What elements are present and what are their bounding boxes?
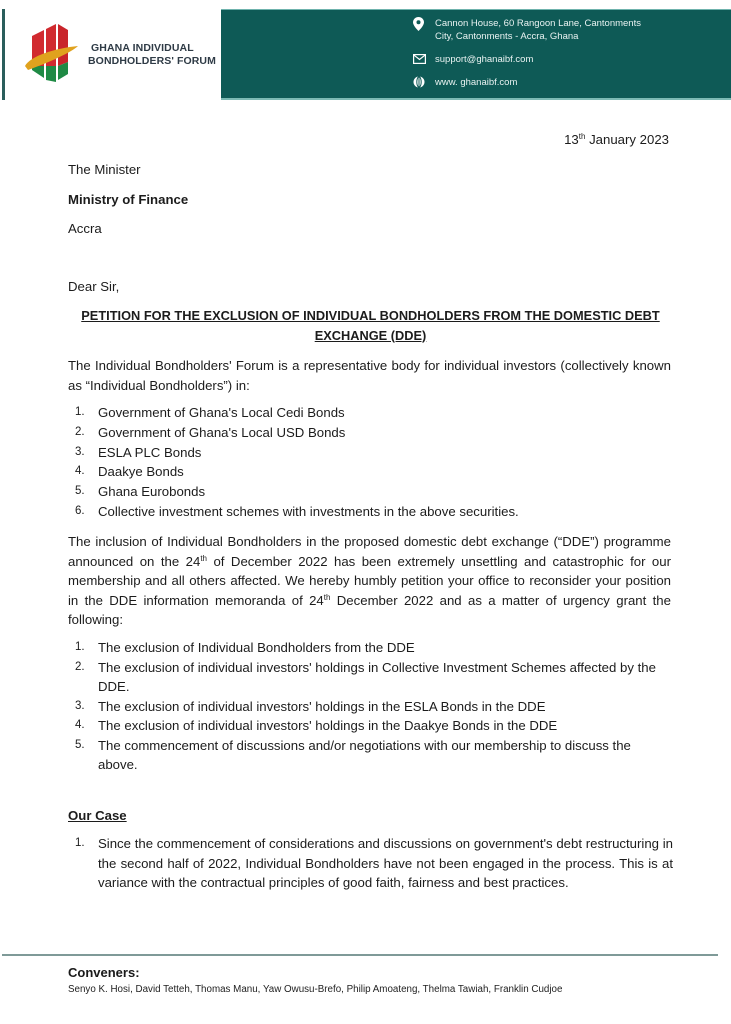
list-item-text: Ghana Eurobonds [98, 484, 206, 500]
list-item-text: The exclusion of Individual Bondholders from the DDE [98, 640, 415, 655]
org-name-line2: BONDHOLDERS' FORUM [88, 54, 216, 67]
globe-icon [413, 76, 425, 92]
list-item-text: ESLA PLC Bonds [98, 444, 202, 460]
para-text: The inclusion of Individual Bondholders in the proposed domestic debt exchange (“DDE”) programme announced on the 24 [68, 534, 671, 569]
list-item [68, 482, 668, 502]
org-name-line1: GHANA INDIVIDUAL [91, 42, 194, 54]
para-sup: th [323, 592, 331, 602]
list-item-text: The exclusion of individual investors' holdings in the ESLA Bonds in the DDE [98, 698, 546, 714]
list-item [68, 716, 673, 736]
date-month-year: January 2023 [585, 132, 669, 147]
website-link[interactable]: www. ghanaibf.com [435, 77, 518, 88]
footer-divider [2, 954, 718, 956]
recipient-ministry: Ministry of Finance [68, 192, 189, 207]
email-link[interactable]: support@ghanaibf.com [435, 54, 534, 65]
location-pin-icon [413, 17, 424, 35]
list-item [68, 638, 673, 658]
letter-date [564, 130, 669, 150]
case-points-list [68, 834, 673, 893]
recipient-title: The Minister [68, 162, 141, 177]
date-day: 13 [564, 132, 579, 147]
salutation: Dear Sir, [68, 279, 120, 294]
envelope-icon [413, 54, 426, 68]
address-line1: Cannon House, 60 Rangoon Lane, Cantonments [435, 18, 641, 29]
list-item-text: The commencement of discussions and/or negotiations with our membership to discuss the above. [98, 737, 631, 772]
our-case-heading: Our Case [68, 808, 127, 823]
list-number: 5. [75, 485, 85, 498]
list-number: 5. [75, 738, 85, 751]
list-item [68, 443, 668, 463]
list-number: 3. [75, 445, 85, 458]
list-item [68, 834, 673, 893]
para-text: December 2022 and as a matter of urgency grant the following: [68, 592, 671, 627]
petition-paragraph [68, 532, 671, 630]
org-logo [22, 22, 84, 82]
list-item [68, 423, 668, 443]
requests-list [68, 638, 673, 775]
org-name [88, 42, 216, 67]
list-item [68, 462, 668, 482]
address-line2: City, Cantonments - Accra, Ghana [435, 31, 579, 42]
list-number: 3. [75, 699, 85, 712]
list-item [68, 403, 668, 423]
list-item [68, 697, 673, 717]
list-item-text: Government of Ghana's Local USD Bonds [98, 424, 346, 440]
list-number: 4. [75, 719, 85, 731]
list-item [68, 736, 673, 775]
list-item-text: Since the commencement of considerations and discussions on government's debt restructuring in the second half of 2022, Individual Bondholders have not been engaged in the process. This is at variance with the contractual principles of good faith, fairness and best practices. [98, 836, 673, 890]
intro-paragraph: The Individual Bondholders' Forum is a representative body for individual investors (collectively known as “Individual Bondholders”) in: [68, 358, 671, 393]
list-number: 1. [75, 406, 85, 418]
building-logo-icon [22, 22, 84, 82]
subject-heading: PETITION FOR THE EXCLUSION OF INDIVIDUAL BONDHOLDERS FROM THE DOMESTIC DEBT EXCHANGE (DDE) [81, 308, 660, 343]
list-item [68, 502, 668, 522]
header-left-rule [2, 9, 5, 100]
conveners-label: Conveners: [68, 965, 140, 980]
para-sup: th [200, 553, 207, 563]
para-text: of December 2022 has been extremely unsettling and catastrophic for our membership and all others affected. We hereby humbly petition your office to reconsider your position in the DDE information memoranda of 24 [68, 553, 671, 608]
recipient-city: Accra [68, 221, 102, 236]
list-item-text: Collective investment schemes with investments in the above securities. [98, 503, 519, 519]
list-item [68, 658, 673, 697]
list-number: 6. [75, 504, 85, 517]
securities-list [68, 403, 668, 522]
list-item-text: The exclusion of individual investors' holdings in the Daakye Bonds in the DDE [98, 718, 558, 733]
list-number: 2. [75, 660, 85, 673]
date-suffix: th [578, 132, 586, 141]
list-number: 4. [75, 465, 85, 478]
list-item-text: The exclusion of individual investors' holdings in Collective Investment Schemes affected by the DDE. [98, 659, 656, 694]
list-item-text: Daakye Bonds [98, 464, 184, 480]
conveners-names: Senyo K. Hosi, David Tetteh, Thomas Manu, Yaw Owusu-Brefo, Philip Amoateng, Thelma Tawiah, Franklin Cudjoe [68, 984, 563, 995]
list-item-text: Government of Ghana's Local Cedi Bonds [98, 405, 345, 420]
list-number: 1. [75, 641, 85, 653]
list-number: 1. [75, 837, 85, 849]
list-number: 2. [75, 425, 85, 438]
